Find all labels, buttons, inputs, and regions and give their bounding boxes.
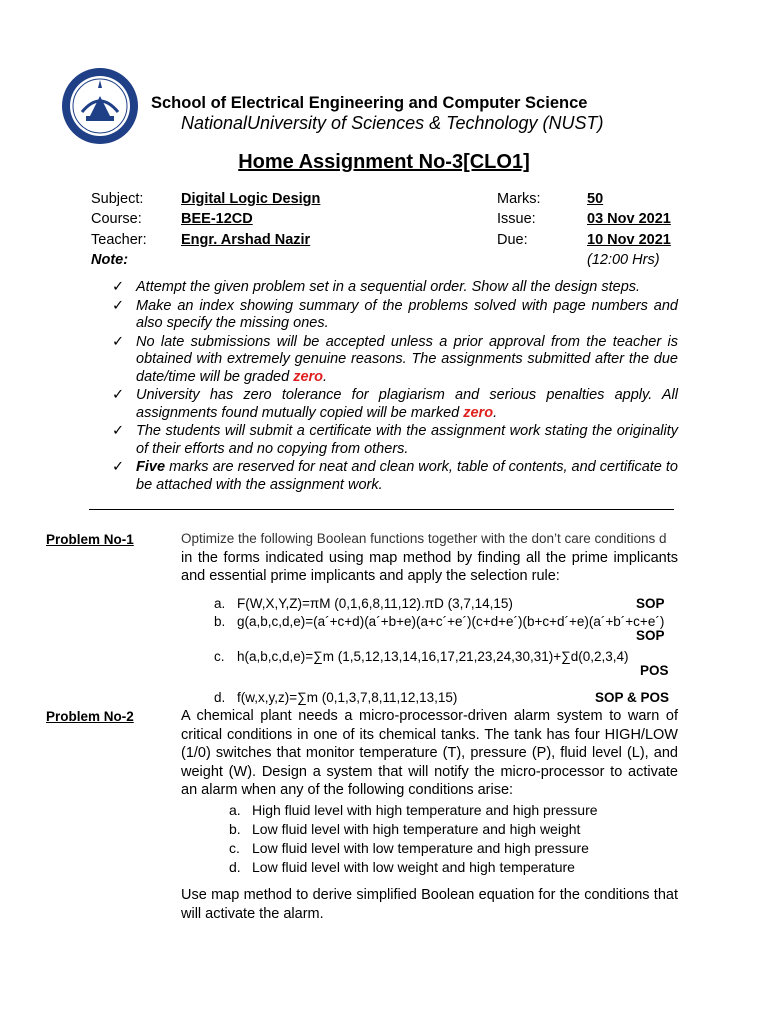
list-item: a. High fluid level with high temperature and high pressure xyxy=(229,802,598,818)
zero-emphasis: zero xyxy=(293,368,324,385)
course-value: BEE-12CD xyxy=(181,211,253,227)
checkmark-icon: ✓ xyxy=(112,279,125,295)
checkmark-icon: ✓ xyxy=(112,423,125,439)
problem-1-a-letter: a. xyxy=(214,596,226,611)
problem-1-b-letter: b. xyxy=(214,614,226,629)
due-value: 10 Nov 2021 xyxy=(587,232,671,248)
checkmark-icon: ✓ xyxy=(112,387,125,403)
page-title: Home Assignment No-3[CLO1] xyxy=(238,151,530,173)
problem-2-label: Problem No-2 xyxy=(46,709,134,724)
notes-list xyxy=(112,279,678,495)
problem-2-closing: Use map method to derive simplified Boolean equation for the conditions that will activate the alarm. xyxy=(181,887,678,922)
problem-1-c-tag: POS xyxy=(640,663,669,678)
course-label: Course: xyxy=(91,211,142,227)
problem-1-a: F(W,X,Y,Z)=πM (0,1,6,8,11,12).πD (3,7,14,15) xyxy=(237,596,513,611)
teacher-value: Engr. Arshad Nazir xyxy=(181,232,311,248)
problem-1-c: h(a,b,c,d,e)=∑m (1,5,12,13,14,16,17,21,23,24,30,31)+∑d(0,2,3,4) xyxy=(237,649,629,664)
list-item: d. Low fluid level with low weight and high temperature xyxy=(229,859,575,875)
subject-value: Digital Logic Design xyxy=(181,191,321,207)
issue-label: Issue: xyxy=(497,211,536,227)
problem-1-label: Problem No-1 xyxy=(46,532,134,547)
list-item: b. Low fluid level with high temperature and high weight xyxy=(229,821,581,837)
note-item: ✓ Five marks are reserved for neat and clean work, table of contents, and certificate to be attached with the assignment work. xyxy=(112,459,678,493)
problem-1-d-letter: d. xyxy=(214,690,226,705)
checkmark-icon: ✓ xyxy=(112,297,125,314)
issue-value: 03 Nov 2021 xyxy=(587,211,671,227)
marks-value: 50 xyxy=(587,191,604,207)
problem-1-d: f(w,x,y,z)=∑m (0,1,3,7,8,11,12,13,15) xyxy=(237,690,458,705)
problem-1-text: Optimize the following Boolean functions together with the don’t care conditions d in the forms indicated using map method by finding all the prime implicants and essential prime implicants and apply the selection rule: xyxy=(181,531,678,584)
problem-1-d-tag: SOP & POS xyxy=(595,690,670,705)
note-item: ✓ Make an index showing summary of the problems solved with page numbers and also specify the missing ones. xyxy=(112,297,678,331)
due-time: (12:00 Hrs) xyxy=(587,252,660,268)
problem-2-conditions xyxy=(229,801,598,877)
five-emphasis: Five xyxy=(136,459,166,475)
note-item: ✓ No late submissions will be accepted unless a prior approval from the teacher is obtained with extremely genuine reasons. The assignments submitted after the due date/time will be graded zero. xyxy=(112,333,678,385)
university-logo xyxy=(60,66,140,146)
divider xyxy=(89,509,674,510)
problem-1-c-letter: c. xyxy=(214,649,225,664)
checkmark-icon: ✓ xyxy=(112,459,125,475)
subject-label: Subject: xyxy=(91,191,144,207)
due-label: Due: xyxy=(497,232,528,248)
note-item: ✓ Attempt the given problem set in a sequential order. Show all the design steps. xyxy=(112,279,641,295)
school-name: School of Electrical Engineering and Computer Science xyxy=(151,94,588,112)
problem-1-b-tag: SOP xyxy=(636,628,665,643)
note-label: Note: xyxy=(91,252,129,268)
problem-1-a-tag: SOP xyxy=(636,596,665,611)
university-name: NationalUniversity of Sciences & Technology (NUST) xyxy=(181,113,604,133)
checkmark-icon: ✓ xyxy=(112,333,125,350)
marks-label: Marks: xyxy=(497,191,541,207)
problem-2-text: A chemical plant needs a micro-processor-driven alarm system to warn of critical conditions in one of its chemical tanks. The tank has four HIGH/LOW (1/0) switches that monitor temperature (T), pressure (P), fluid level (L), and weight (W). Design a system that will notify the micro-processor to activate an alarm when any of the following conditions arise: xyxy=(181,708,678,798)
problem-1-b: g(a,b,c,d,e)=(a´+c+d)(a´+b+e)(a+c´+e´)(c+d+e´)(b+c+d´+e)(a´+b´+c+e´) xyxy=(237,614,665,629)
note-item: ✓ The students will submit a certificate with the assignment work stating the originality of their efforts and no copying from others. xyxy=(112,423,678,457)
note-item: ✓ University has zero tolerance for plagiarism and serious penalties apply. All assignments found mutually copied will be marked zero. xyxy=(112,387,678,421)
teacher-label: Teacher: xyxy=(91,232,147,248)
zero-emphasis: zero xyxy=(463,404,494,421)
list-item: c. Low fluid level with low temperature and high pressure xyxy=(229,840,589,856)
